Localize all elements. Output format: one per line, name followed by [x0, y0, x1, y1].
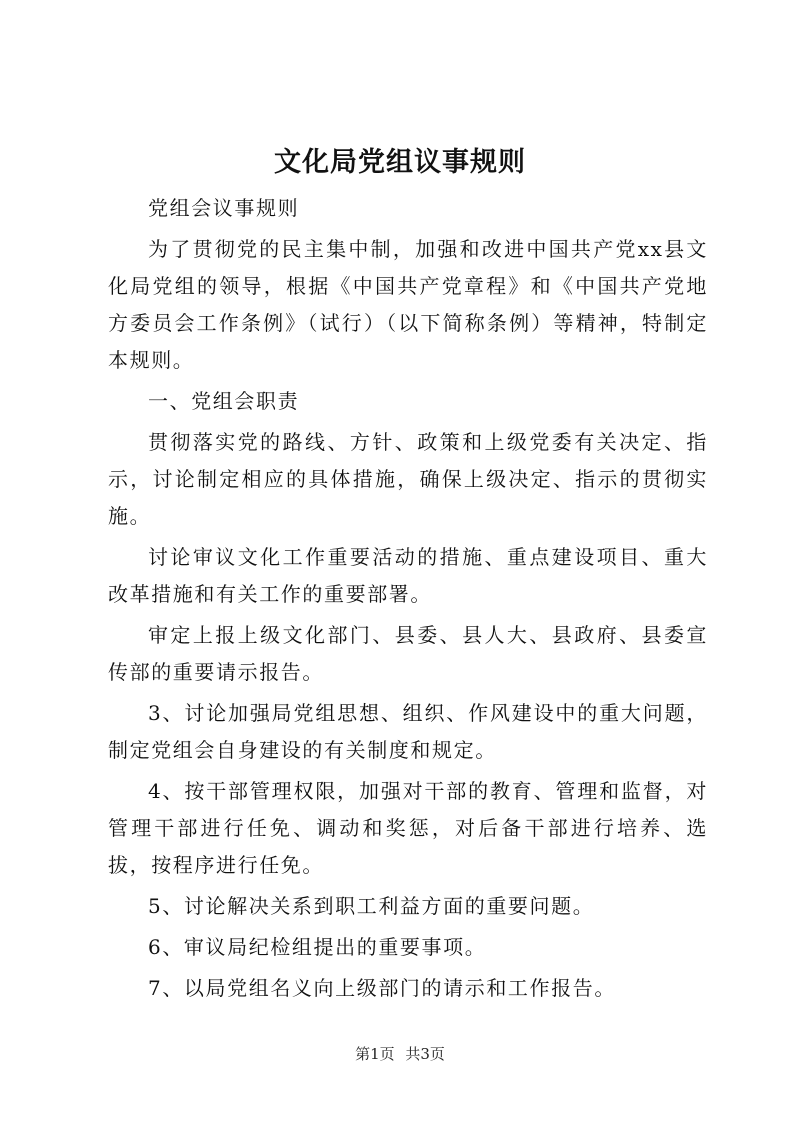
paragraph-subtitle: 党组会议事规则 — [148, 196, 300, 220]
paragraph-item-4: 4、按干部管理权限，加强对干部的教育、管理和监督，对管理干部进行任免、调动和奖惩，对后备干部进行培养、选拔，按程序进行任免。 — [108, 779, 708, 877]
paragraph-item-6: 6、审议局纪检组提出的重要事项。 — [148, 935, 487, 959]
document-body — [108, 190, 708, 1007]
paragraph-item-3: 3、讨论加强局党组思想、组织、作风建设中的重大问题，制定党组会自身建设的有关制度和规定。 — [108, 701, 708, 762]
paragraph-duty-implement: 贯彻落实党的路线、方针、政策和上级党委有关决定、指示，讨论制定相应的具体措施，确保上级决定、指示的贯彻实施。 — [108, 430, 708, 528]
section-heading-duties: 一、党组会职责 — [148, 389, 300, 413]
paragraph-preamble: 为了贯彻党的民主集中制，加强和改进中国共产党xx县文化局党组的领导，根据《中国共产党章程》和《中国共产党地方委员会工作条例》（试行）（以下简称条例）等精神，特制定本规则。 — [108, 237, 708, 372]
paragraph-duty-review: 讨论审议文化工作重要活动的措施、重点建设项目、重大改革措施和有关工作的重要部署。 — [108, 545, 708, 606]
paragraph-item-7: 7、以局党组名义向上级部门的请示和工作报告。 — [148, 976, 616, 1000]
document-title: 文化局党组议事规则 — [274, 147, 526, 178]
page-number: 第1页 — [355, 1045, 395, 1063]
paragraph-item-5: 5、讨论解决关系到职工利益方面的重要问题。 — [148, 894, 595, 918]
paragraph-duty-approve: 审定上报上级文化部门、县委、县人大、县政府、县委宣传部的重要请示报告。 — [108, 623, 708, 684]
page-total: 共3页 — [405, 1045, 445, 1063]
page-footer — [0, 1043, 800, 1064]
